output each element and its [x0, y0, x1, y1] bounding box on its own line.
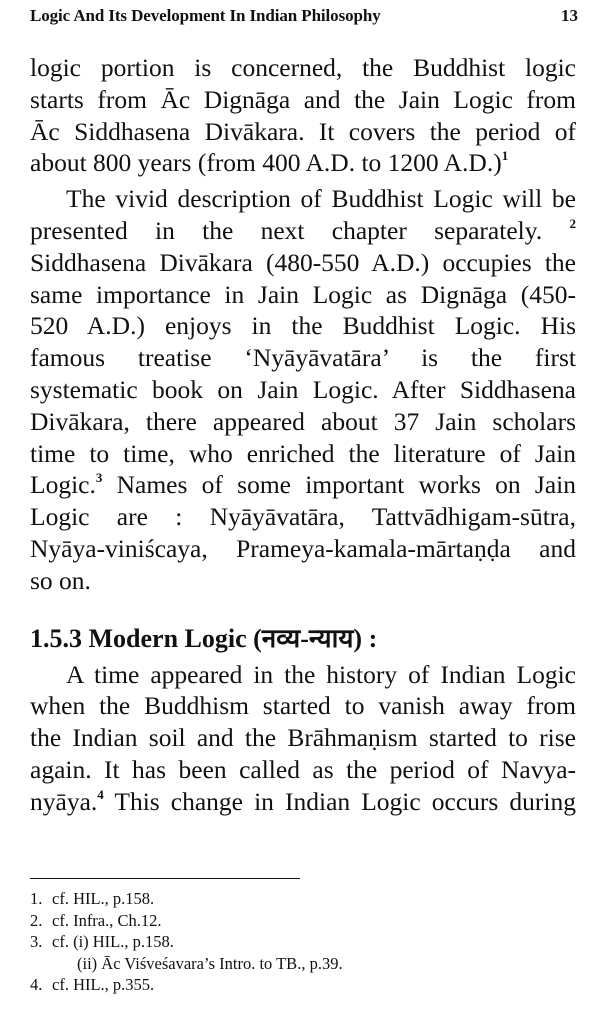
text-line: Logic are : Nyāyāvatāra, Tattvādhigam-sūtra, — [30, 502, 576, 532]
footnote-3-sub — [30, 953, 578, 975]
text-line: when the Buddhism started to vanish away from — [30, 691, 576, 721]
footnote-text: cf. Infra., Ch.12. — [52, 910, 162, 930]
text-line: time to time, who enriched the literature of Jain — [30, 438, 576, 468]
footnote-rule — [30, 878, 300, 879]
footnote-ref-2[interactable]: 2 — [569, 215, 577, 231]
paragraph-2 — [30, 183, 576, 596]
text-line: Nyāya-viniścaya, Prameya-kamala-mārtaṇḍa and — [30, 533, 576, 563]
text-line — [30, 215, 576, 247]
line-text: Logic. — [30, 470, 96, 500]
text-line: systematic book on Jain Logic. After Siddhasena — [30, 374, 576, 404]
footnote-text: cf. HIL., p.355. — [52, 975, 155, 994]
text-line: logic portion is concerned, the Buddhist logic — [30, 53, 576, 82]
text-line: same importance in Jain Logic as Dignāga (450- — [30, 279, 576, 309]
footnote-number: 3. — [30, 932, 43, 951]
text-line: starts from Āc Dignāga and the Jain Logic from — [30, 84, 576, 114]
text-line: again. It has been called as the period of Navya- — [30, 754, 576, 784]
text-line: 520 A.D.) enjoys in the Buddhist Logic. His — [30, 311, 576, 341]
footnotes — [30, 888, 578, 996]
line-text: Names of some important works on Jain — [102, 470, 576, 500]
footnote-ref-1[interactable]: 1 — [501, 148, 509, 164]
footnote-4 — [30, 974, 578, 996]
text-line: so on. — [30, 565, 91, 595]
text-line: Divākara, there appeared about 37 Jain scholars — [30, 406, 576, 436]
text-line — [30, 469, 576, 501]
line-text: about 800 years (from 400 A.D. to 1200 A.D.) — [30, 148, 502, 178]
text-line — [30, 786, 576, 818]
footnote-ref-4[interactable]: 4 — [97, 786, 104, 802]
line-text: This change in Indian Logic occurs during — [103, 786, 576, 816]
footnote-text: cf. (i) HIL., p.158. — [52, 932, 174, 951]
footnote-text: (ii) Āc Viśveśavara’s Intro. to TB., p.39. — [77, 953, 343, 973]
footnote-text: cf. HIL., p.158. — [52, 889, 155, 908]
paragraph-3 — [30, 659, 576, 818]
section-heading: 1.5.3 Modern Logic (नव्य-न्याय) : — [30, 623, 378, 653]
footnote-ref-3[interactable]: 3 — [95, 470, 103, 486]
footnote-number: 4. — [30, 975, 43, 994]
footnote-3 — [30, 931, 578, 953]
footnote-1 — [30, 888, 578, 910]
text-line: the Indian soil and the Brāhmaṇism started to rise — [30, 723, 576, 753]
body-text — [30, 52, 576, 818]
text-line: Siddhasena Divākara (480-550 A.D.) occupies the — [30, 247, 576, 277]
running-head-title: Logic And Its Development In Indian Philosophy — [30, 6, 381, 25]
paragraph-1 — [30, 52, 576, 179]
text-line: Āc Siddhasena Divākara. It covers the period of — [30, 116, 576, 146]
footnote-number: 2. — [30, 910, 43, 930]
text-line: A time appeared in the history of Indian Logic — [66, 659, 576, 689]
running-head — [30, 6, 578, 32]
footnote-2 — [30, 910, 578, 932]
line-text: presented in the next chapter separately. — [30, 215, 543, 245]
footnote-number: 1. — [30, 889, 43, 908]
text-line: The vivid description of Buddhist Logic will be — [66, 184, 576, 214]
text-line — [30, 147, 576, 179]
line-text: nyāya. — [30, 786, 98, 816]
page-number: 13 — [561, 6, 578, 25]
text-line: famous treatise ‘Nyāyāvatāra’ is the first — [30, 343, 576, 373]
